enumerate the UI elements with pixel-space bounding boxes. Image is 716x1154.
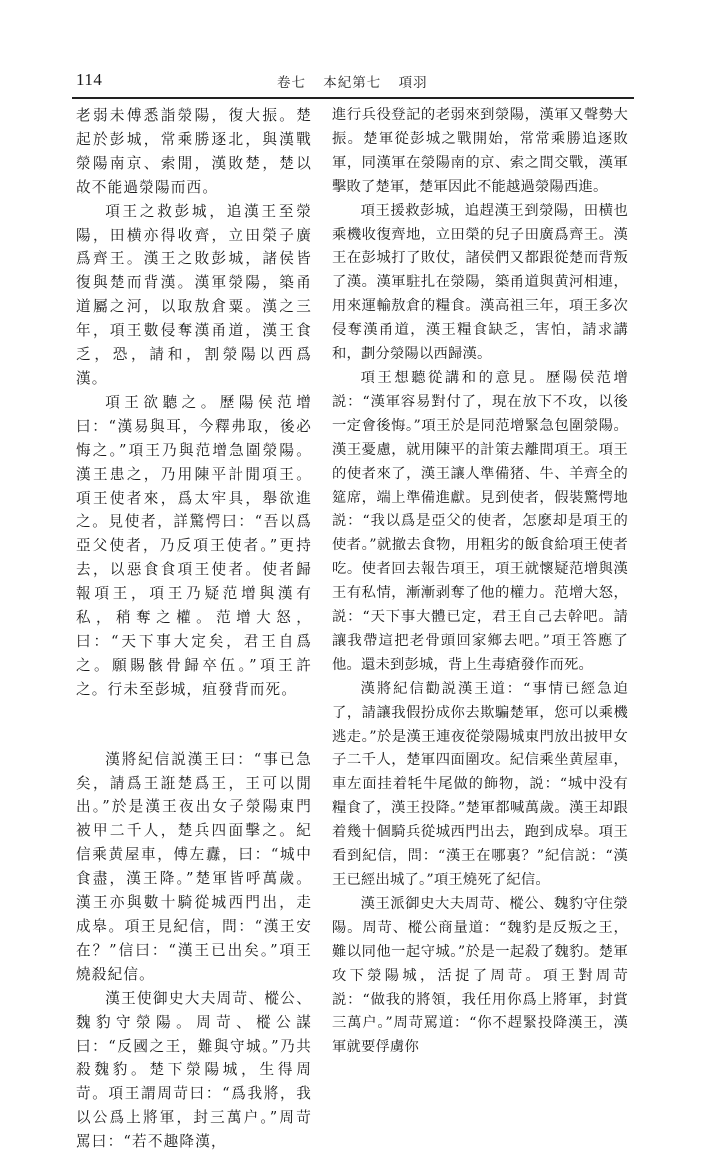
original-paragraph: 項王之救彭城，追漢王至滎陽，田横亦得收齊，立田榮子廣爲齊王。漢王之敗彭城，諸侯皆復與楚而背漢。漢軍滎陽，築甬道屬之河，以取敖倉粟。漢之三年，項王數侵奪漢甬道，漢王食乏，恐，請和，割滎陽以西爲漢。 xyxy=(76,202,312,387)
original-paragraph: 項王欲聽之。歷陽侯范增曰：“漢易與耳，今釋弗取，後必悔之。”項王乃與范增急圍滎陽。漢王患之，乃用陳平計閒項王。項王使者來，爲太牢具，舉欲進之。見使者，詳驚愕曰：“吾以爲亞父使者，乃反項王使者。”更持去，以惡食食項王使者。使者歸報項王，項王乃疑范增與漢有私，稍奪之權。范增大怒，曰：“天下事大定矣，君王自爲之。願賜骸骨歸卒伍。”項王許之。行未至彭城，疽發背而死。 xyxy=(76,393,312,698)
translation-paragraph: 漢王派御史大夫周苛、樅公、魏豹守住滎陽。周苛、樅公商量道：“魏豹是反叛之王，難以同他一起守城。”於是一起殺了魏豹。楚軍攻下滎陽城，活捉了周苛。項王對周苛説：“做我的將領，我任用你爲上將軍，封賞三萬户。”周苛罵道：“你不趕緊投降漢王，漢軍就要俘虜你 xyxy=(332,895,628,1056)
original-paragraph: 漢將紀信説漢王曰：“事已急矣，請爲王誑楚爲王，王可以閒出。”於是漢王夜出女子滎陽東門被甲二千人，楚兵四面擊之。紀信乘黄屋車，傅左纛，曰：“城中食盡，漢王降。”楚軍皆呼萬歲。漢王亦與數十騎從城西門出，走成皋。項王見紀信，問：“漢王安在？”信曰：“漢王已出矣。”項王燒殺紀信。 xyxy=(76,750,312,983)
translation-paragraph: 項王援救彭城，追趕漢王到滎陽，田横也乘機收復齊地，立田榮的兒子田廣爲齊王。漢王在彭城打了敗仗，諸侯們又都跟從楚而背叛了漢。漢軍駐扎在滎陽，築甬道與黄河相連，用來運輸敖倉的糧食。漢高祖三年，項王多次侵奪漢甬道，漢王糧食缺乏，害怕，請求講和，劃分滎陽以西歸漢。 xyxy=(332,202,628,363)
header-rule xyxy=(72,97,634,99)
translation-column xyxy=(332,104,628,1060)
page-header xyxy=(72,70,634,94)
translation-paragraph: 漢將紀信勸説漢王道：“事情已經急迫了，請讓我假扮成你去欺騙楚軍，您可以乘機逃走。”於是漢王連夜從滎陽城東門放出披甲女子二千人，楚軍四面圍攻。紀信乘坐黄屋車，車左面挂着牦牛尾做的飾物，説：“城中没有糧食了，漢王投降。”楚軍都喊萬歲。漢王却跟着幾十個騎兵從城西門出去，跑到成皋。項王看到紀信，問：“漢王在哪裏？”紀信説：“漢王已經出城了。”項王燒死了紀信。 xyxy=(332,680,628,888)
running-head xyxy=(277,71,440,91)
chapter-title: 項羽 xyxy=(398,75,428,91)
paragraph-gap xyxy=(76,702,312,748)
translation-paragraph: 項王想聽從講和的意見。歷陽侯范增説：“漢軍容易對付了，現在放下不攻，以後一定會後悔。”項王於是同范增緊急包圍滎陽。漢王憂慮，就用陳平的計策去離間項王。項王的使者來了，漢王讓人準備猪、牛、羊齊全的筵席，端上準備進獻。見到使者，假裝驚愕地説：“我以爲是亞父的使者，怎麽却是項王的使者。”就撤去食物，用粗劣的飯食給項王使者吃。使者回去報告項王，項王就懷疑范增與漢王有私情，漸漸剥奪了他的權力。范增大怒，説：“天下事大體已定，君王自己去幹吧。請讓我帶這把老骨頭回家鄉去吧。”項王答應了他。還未到彭城，背上生毒瘡發作而死。 xyxy=(332,369,628,673)
volume-label: 卷七 xyxy=(277,75,306,91)
original-paragraph: 老弱未傅悉詣滎陽，復大振。楚起於彭城，常乘勝逐北，與漢戰滎陽南京、索閒，漢敗楚，楚以故不能過滎陽而西。 xyxy=(76,107,312,196)
original-paragraph: 漢王使御史大夫周苛、樅公、魏豹守滎陽。周苛、樅公謀曰：“反國之王，難與守城。”乃共殺魏豹。楚下滎陽城，生得周苛。項王謂周苛曰：“爲我將，我以公爲上將軍，封三萬户。”周苛罵曰：“若不趣降漢， xyxy=(76,989,312,1151)
translation-paragraph: 進行兵役登記的老弱來到滎陽，漢軍又聲勢大振。楚軍從彭城之戰開始，常常乘勝追逐敗軍，同漢軍在滎陽南的京、索之間交戰，漢軍擊敗了楚軍，楚軍因此不能越過滎陽西進。 xyxy=(332,107,628,195)
original-text-column xyxy=(76,104,312,1154)
section-label: 本紀第七 xyxy=(323,75,382,91)
page-number: 114 xyxy=(76,70,103,89)
